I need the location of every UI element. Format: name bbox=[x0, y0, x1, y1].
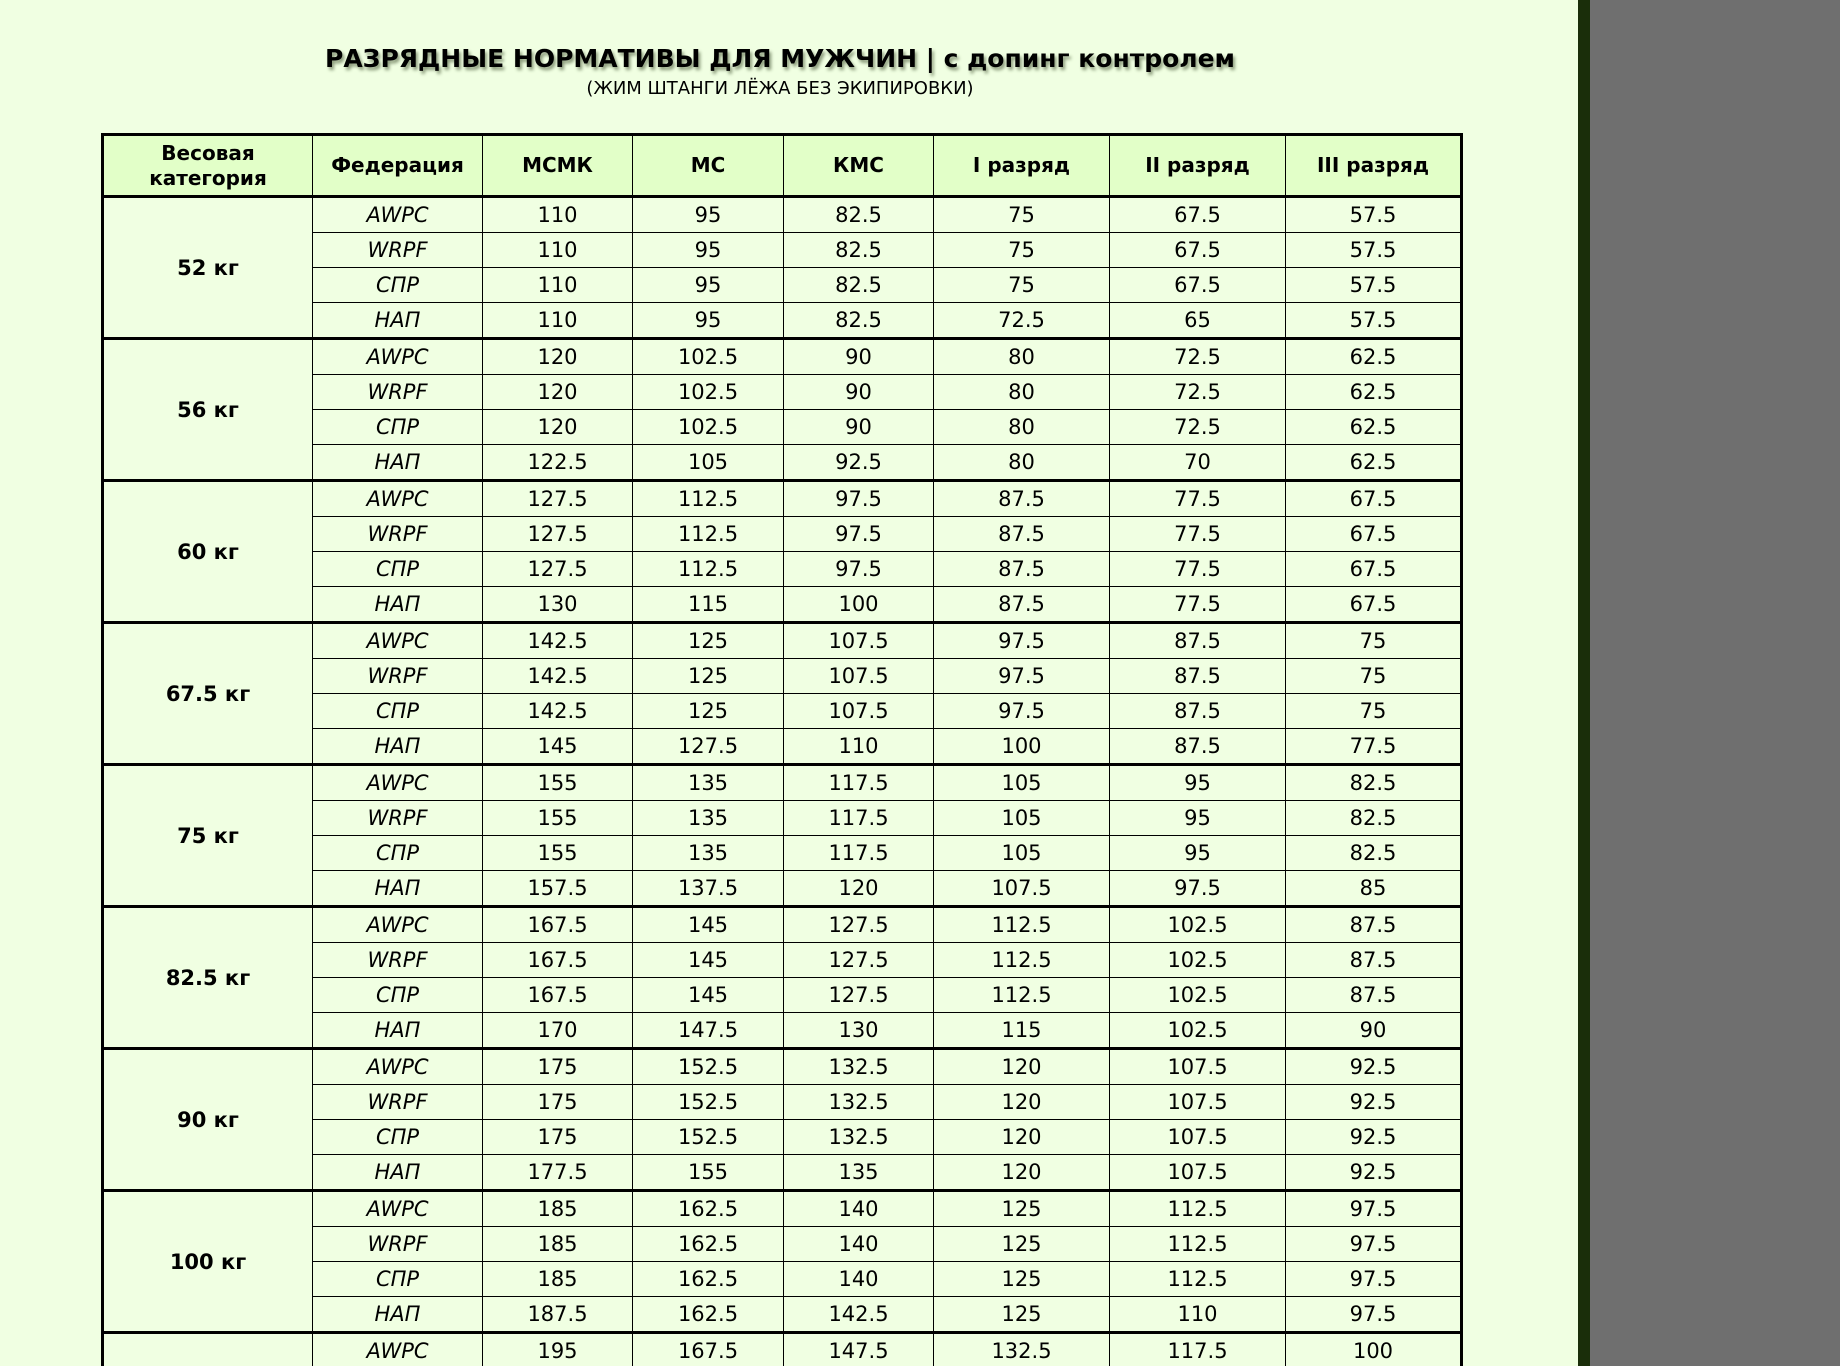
standard-value-cell-msmk: 142.5 bbox=[483, 659, 633, 694]
standard-value-cell-kms: 97.5 bbox=[784, 481, 934, 517]
standard-value-cell-rank-2: 102.5 bbox=[1110, 943, 1286, 978]
table-row bbox=[103, 1333, 1462, 1366]
table-row bbox=[103, 623, 1462, 659]
standard-value-cell-rank-2: 107.5 bbox=[1110, 1120, 1286, 1155]
federation-cell: WRPF bbox=[313, 1227, 483, 1262]
standard-value-cell-ms: 137.5 bbox=[633, 871, 784, 907]
standard-value-cell-ms: 95 bbox=[633, 233, 784, 268]
standard-value-cell-msmk: 130 bbox=[483, 587, 633, 623]
standard-value-cell-ms: 112.5 bbox=[633, 552, 784, 587]
standard-value-cell-ms: 162.5 bbox=[633, 1297, 784, 1333]
standard-value-cell-rank-1: 97.5 bbox=[934, 623, 1110, 659]
standard-value-cell-rank-3: 87.5 bbox=[1286, 943, 1462, 978]
standard-value-cell-rank-1: 132.5 bbox=[934, 1333, 1110, 1366]
standard-value-cell-msmk: 110 bbox=[483, 303, 633, 339]
federation-cell: НАП bbox=[313, 1155, 483, 1191]
standard-value-cell-kms: 97.5 bbox=[784, 552, 934, 587]
standard-value-cell-rank-3: 67.5 bbox=[1286, 481, 1462, 517]
page-border-stripe bbox=[1578, 0, 1590, 1366]
standard-value-cell-msmk: 175 bbox=[483, 1120, 633, 1155]
federation-cell: НАП bbox=[313, 871, 483, 907]
standard-value-cell-kms: 117.5 bbox=[784, 801, 934, 836]
standard-value-cell-rank-1: 87.5 bbox=[934, 481, 1110, 517]
standard-value-cell-rank-1: 87.5 bbox=[934, 517, 1110, 552]
column-header-kms: КМС bbox=[784, 135, 934, 197]
standard-value-cell-rank-2: 70 bbox=[1110, 445, 1286, 481]
standard-value-cell-kms: 90 bbox=[784, 410, 934, 445]
column-header-msmk: МСМК bbox=[483, 135, 633, 197]
standard-value-cell-rank-2: 67.5 bbox=[1110, 233, 1286, 268]
standard-value-cell-rank-2: 72.5 bbox=[1110, 410, 1286, 445]
standard-value-cell-kms: 130 bbox=[784, 1013, 934, 1049]
standard-value-cell-rank-3: 90 bbox=[1286, 1013, 1462, 1049]
standard-value-cell-rank-1: 120 bbox=[934, 1155, 1110, 1191]
standard-value-cell-rank-3: 82.5 bbox=[1286, 765, 1462, 801]
federation-cell: НАП bbox=[313, 445, 483, 481]
standard-value-cell-rank-3: 92.5 bbox=[1286, 1049, 1462, 1085]
standard-value-cell-msmk: 110 bbox=[483, 233, 633, 268]
standard-value-cell-ms: 125 bbox=[633, 623, 784, 659]
standard-value-cell-rank-3: 62.5 bbox=[1286, 339, 1462, 375]
standard-value-cell-rank-3: 97.5 bbox=[1286, 1262, 1462, 1297]
standard-value-cell-rank-2: 112.5 bbox=[1110, 1191, 1286, 1227]
standard-value-cell-rank-3: 57.5 bbox=[1286, 197, 1462, 233]
federation-cell: AWPC bbox=[313, 1333, 483, 1366]
table-row bbox=[103, 481, 1462, 517]
standard-value-cell-rank-1: 87.5 bbox=[934, 552, 1110, 587]
federation-cell: AWPC bbox=[313, 765, 483, 801]
standard-value-cell-kms: 117.5 bbox=[784, 836, 934, 871]
standard-value-cell-rank-2: 102.5 bbox=[1110, 978, 1286, 1013]
standard-value-cell-ms: 145 bbox=[633, 943, 784, 978]
standard-value-cell-msmk: 127.5 bbox=[483, 481, 633, 517]
standard-value-cell-rank-1: 97.5 bbox=[934, 694, 1110, 729]
standard-value-cell-rank-2: 77.5 bbox=[1110, 587, 1286, 623]
standard-value-cell-rank-2: 107.5 bbox=[1110, 1085, 1286, 1120]
standard-value-cell-rank-3: 82.5 bbox=[1286, 836, 1462, 871]
standard-value-cell-ms: 145 bbox=[633, 978, 784, 1013]
standard-value-cell-rank-3: 62.5 bbox=[1286, 445, 1462, 481]
standard-value-cell-kms: 110 bbox=[784, 729, 934, 765]
weight-category-cell: 75 кг bbox=[103, 765, 313, 907]
federation-cell: СПР bbox=[313, 1120, 483, 1155]
weight-category-cell: 60 кг bbox=[103, 481, 313, 623]
standard-value-cell-rank-1: 80 bbox=[934, 445, 1110, 481]
weight-category-cell: 56 кг bbox=[103, 339, 313, 481]
standard-value-cell-kms: 127.5 bbox=[784, 907, 934, 943]
federation-cell: AWPC bbox=[313, 197, 483, 233]
standard-value-cell-kms: 107.5 bbox=[784, 694, 934, 729]
standard-value-cell-ms: 152.5 bbox=[633, 1120, 784, 1155]
standard-value-cell-rank-2: 110 bbox=[1110, 1297, 1286, 1333]
weight-category-cell: 100 кг bbox=[103, 1191, 313, 1333]
standard-value-cell-rank-2: 67.5 bbox=[1110, 197, 1286, 233]
standard-value-cell-msmk: 167.5 bbox=[483, 978, 633, 1013]
standard-value-cell-rank-1: 105 bbox=[934, 765, 1110, 801]
standard-value-cell-rank-3: 97.5 bbox=[1286, 1297, 1462, 1333]
standard-value-cell-msmk: 185 bbox=[483, 1262, 633, 1297]
standard-value-cell-rank-3: 62.5 bbox=[1286, 375, 1462, 410]
column-header-rank-2: II разряд bbox=[1110, 135, 1286, 197]
standard-value-cell-rank-1: 80 bbox=[934, 375, 1110, 410]
standard-value-cell-msmk: 177.5 bbox=[483, 1155, 633, 1191]
standard-value-cell-rank-1: 112.5 bbox=[934, 907, 1110, 943]
standard-value-cell-kms: 132.5 bbox=[784, 1049, 934, 1085]
standard-value-cell-rank-1: 80 bbox=[934, 410, 1110, 445]
standard-value-cell-kms: 140 bbox=[784, 1191, 934, 1227]
standard-value-cell-rank-3: 67.5 bbox=[1286, 587, 1462, 623]
standard-value-cell-rank-3: 100 bbox=[1286, 1333, 1462, 1366]
standard-value-cell-ms: 162.5 bbox=[633, 1191, 784, 1227]
table-row bbox=[103, 197, 1462, 233]
standard-value-cell-rank-2: 112.5 bbox=[1110, 1227, 1286, 1262]
standard-value-cell-rank-1: 97.5 bbox=[934, 659, 1110, 694]
standard-value-cell-rank-2: 72.5 bbox=[1110, 375, 1286, 410]
federation-cell: НАП bbox=[313, 1297, 483, 1333]
standard-value-cell-kms: 127.5 bbox=[784, 943, 934, 978]
standard-value-cell-msmk: 175 bbox=[483, 1049, 633, 1085]
standard-value-cell-ms: 127.5 bbox=[633, 729, 784, 765]
standard-value-cell-rank-3: 92.5 bbox=[1286, 1120, 1462, 1155]
standard-value-cell-rank-1: 72.5 bbox=[934, 303, 1110, 339]
table-row bbox=[103, 1191, 1462, 1227]
federation-cell: AWPC bbox=[313, 1191, 483, 1227]
standards-table bbox=[101, 133, 1463, 1366]
standard-value-cell-ms: 115 bbox=[633, 587, 784, 623]
standard-value-cell-rank-2: 95 bbox=[1110, 765, 1286, 801]
standard-value-cell-rank-1: 112.5 bbox=[934, 943, 1110, 978]
federation-cell: WRPF bbox=[313, 801, 483, 836]
standard-value-cell-kms: 127.5 bbox=[784, 978, 934, 1013]
standard-value-cell-rank-2: 117.5 bbox=[1110, 1333, 1286, 1366]
federation-cell: СПР bbox=[313, 268, 483, 303]
federation-cell: WRPF bbox=[313, 943, 483, 978]
page-title: РАЗРЯДНЫЕ НОРМАТИВЫ ДЛЯ МУЖЧИН | с допинг контролем bbox=[325, 44, 1235, 73]
standard-value-cell-rank-2: 87.5 bbox=[1110, 623, 1286, 659]
table-header-row bbox=[103, 135, 1462, 197]
standard-value-cell-rank-1: 75 bbox=[934, 233, 1110, 268]
federation-cell: AWPC bbox=[313, 1049, 483, 1085]
standard-value-cell-rank-3: 85 bbox=[1286, 871, 1462, 907]
standard-value-cell-ms: 102.5 bbox=[633, 375, 784, 410]
standard-value-cell-rank-2: 77.5 bbox=[1110, 552, 1286, 587]
standard-value-cell-rank-2: 102.5 bbox=[1110, 1013, 1286, 1049]
column-header-rank-3: III разряд bbox=[1286, 135, 1462, 197]
federation-cell: СПР bbox=[313, 1262, 483, 1297]
weight-category-cell bbox=[103, 1333, 313, 1366]
standard-value-cell-rank-1: 125 bbox=[934, 1297, 1110, 1333]
page-subtitle: (ЖИМ ШТАНГИ ЛЁЖА БЕЗ ЭКИПИРОВКИ) bbox=[586, 78, 974, 99]
standard-value-cell-msmk: 120 bbox=[483, 375, 633, 410]
standard-value-cell-msmk: 155 bbox=[483, 765, 633, 801]
standard-value-cell-rank-2: 65 bbox=[1110, 303, 1286, 339]
standard-value-cell-rank-1: 125 bbox=[934, 1262, 1110, 1297]
column-header-rank-1: I разряд bbox=[934, 135, 1110, 197]
standard-value-cell-rank-1: 120 bbox=[934, 1085, 1110, 1120]
standard-value-cell-rank-2: 107.5 bbox=[1110, 1155, 1286, 1191]
federation-cell: НАП bbox=[313, 1013, 483, 1049]
table-row bbox=[103, 765, 1462, 801]
column-header-federation: Федерация bbox=[313, 135, 483, 197]
federation-cell: СПР bbox=[313, 694, 483, 729]
standard-value-cell-ms: 155 bbox=[633, 1155, 784, 1191]
standard-value-cell-rank-3: 97.5 bbox=[1286, 1227, 1462, 1262]
standard-value-cell-rank-2: 77.5 bbox=[1110, 517, 1286, 552]
standard-value-cell-msmk: 145 bbox=[483, 729, 633, 765]
standard-value-cell-rank-2: 77.5 bbox=[1110, 481, 1286, 517]
standard-value-cell-ms: 135 bbox=[633, 836, 784, 871]
federation-cell: НАП bbox=[313, 303, 483, 339]
standard-value-cell-ms: 112.5 bbox=[633, 481, 784, 517]
standard-value-cell-rank-2: 97.5 bbox=[1110, 871, 1286, 907]
standard-value-cell-msmk: 122.5 bbox=[483, 445, 633, 481]
standard-value-cell-kms: 90 bbox=[784, 375, 934, 410]
federation-cell: WRPF bbox=[313, 233, 483, 268]
standard-value-cell-rank-2: 87.5 bbox=[1110, 729, 1286, 765]
standard-value-cell-msmk: 142.5 bbox=[483, 694, 633, 729]
standard-value-cell-rank-3: 62.5 bbox=[1286, 410, 1462, 445]
standard-value-cell-ms: 145 bbox=[633, 907, 784, 943]
standard-value-cell-kms: 132.5 bbox=[784, 1120, 934, 1155]
standard-value-cell-rank-2: 95 bbox=[1110, 801, 1286, 836]
standard-value-cell-kms: 140 bbox=[784, 1227, 934, 1262]
standard-value-cell-ms: 95 bbox=[633, 268, 784, 303]
federation-cell: WRPF bbox=[313, 659, 483, 694]
federation-cell: AWPC bbox=[313, 907, 483, 943]
standard-value-cell-rank-1: 80 bbox=[934, 339, 1110, 375]
standard-value-cell-ms: 125 bbox=[633, 659, 784, 694]
standard-value-cell-rank-2: 107.5 bbox=[1110, 1049, 1286, 1085]
standard-value-cell-ms: 147.5 bbox=[633, 1013, 784, 1049]
federation-cell: НАП bbox=[313, 729, 483, 765]
standard-value-cell-kms: 132.5 bbox=[784, 1085, 934, 1120]
standard-value-cell-rank-1: 120 bbox=[934, 1120, 1110, 1155]
standard-value-cell-msmk: 187.5 bbox=[483, 1297, 633, 1333]
standard-value-cell-ms: 95 bbox=[633, 197, 784, 233]
standard-value-cell-rank-1: 105 bbox=[934, 836, 1110, 871]
standard-value-cell-ms: 167.5 bbox=[633, 1333, 784, 1366]
federation-cell: СПР bbox=[313, 552, 483, 587]
standard-value-cell-msmk: 195 bbox=[483, 1333, 633, 1366]
standard-value-cell-msmk: 167.5 bbox=[483, 943, 633, 978]
standard-value-cell-kms: 100 bbox=[784, 587, 934, 623]
standard-value-cell-rank-1: 75 bbox=[934, 268, 1110, 303]
standard-value-cell-kms: 135 bbox=[784, 1155, 934, 1191]
standard-value-cell-rank-3: 57.5 bbox=[1286, 268, 1462, 303]
standard-value-cell-rank-3: 82.5 bbox=[1286, 801, 1462, 836]
standard-value-cell-rank-3: 97.5 bbox=[1286, 1191, 1462, 1227]
standard-value-cell-rank-1: 125 bbox=[934, 1191, 1110, 1227]
standard-value-cell-msmk: 110 bbox=[483, 197, 633, 233]
standard-value-cell-rank-3: 75 bbox=[1286, 623, 1462, 659]
federation-cell: СПР bbox=[313, 978, 483, 1013]
standard-value-cell-rank-1: 115 bbox=[934, 1013, 1110, 1049]
standard-value-cell-rank-3: 77.5 bbox=[1286, 729, 1462, 765]
standard-value-cell-ms: 102.5 bbox=[633, 339, 784, 375]
standard-value-cell-msmk: 167.5 bbox=[483, 907, 633, 943]
federation-cell: WRPF bbox=[313, 1085, 483, 1120]
standard-value-cell-msmk: 185 bbox=[483, 1191, 633, 1227]
standard-value-cell-rank-2: 112.5 bbox=[1110, 1262, 1286, 1297]
standard-value-cell-kms: 90 bbox=[784, 339, 934, 375]
standard-value-cell-msmk: 127.5 bbox=[483, 517, 633, 552]
standard-value-cell-ms: 162.5 bbox=[633, 1262, 784, 1297]
weight-category-cell: 90 кг bbox=[103, 1049, 313, 1191]
standard-value-cell-kms: 92.5 bbox=[784, 445, 934, 481]
standard-value-cell-ms: 135 bbox=[633, 765, 784, 801]
standard-value-cell-kms: 120 bbox=[784, 871, 934, 907]
standard-value-cell-rank-3: 92.5 bbox=[1286, 1085, 1462, 1120]
standard-value-cell-msmk: 170 bbox=[483, 1013, 633, 1049]
weight-category-cell: 67.5 кг bbox=[103, 623, 313, 765]
standard-value-cell-ms: 135 bbox=[633, 801, 784, 836]
standard-value-cell-kms: 142.5 bbox=[784, 1297, 934, 1333]
federation-cell: AWPC bbox=[313, 339, 483, 375]
standard-value-cell-rank-3: 87.5 bbox=[1286, 907, 1462, 943]
standard-value-cell-msmk: 155 bbox=[483, 801, 633, 836]
standard-value-cell-rank-3: 67.5 bbox=[1286, 552, 1462, 587]
standard-value-cell-msmk: 155 bbox=[483, 836, 633, 871]
federation-cell: WRPF bbox=[313, 517, 483, 552]
standard-value-cell-ms: 152.5 bbox=[633, 1085, 784, 1120]
standard-value-cell-rank-1: 105 bbox=[934, 801, 1110, 836]
standard-value-cell-ms: 95 bbox=[633, 303, 784, 339]
table-row bbox=[103, 1049, 1462, 1085]
standard-value-cell-kms: 147.5 bbox=[784, 1333, 934, 1366]
standard-value-cell-rank-3: 75 bbox=[1286, 659, 1462, 694]
standard-value-cell-ms: 125 bbox=[633, 694, 784, 729]
federation-cell: AWPC bbox=[313, 481, 483, 517]
standard-value-cell-rank-3: 57.5 bbox=[1286, 303, 1462, 339]
standard-value-cell-kms: 82.5 bbox=[784, 303, 934, 339]
standard-value-cell-kms: 97.5 bbox=[784, 517, 934, 552]
standard-value-cell-kms: 107.5 bbox=[784, 659, 934, 694]
table-row bbox=[103, 339, 1462, 375]
standard-value-cell-rank-2: 95 bbox=[1110, 836, 1286, 871]
standard-value-cell-kms: 82.5 bbox=[784, 197, 934, 233]
standard-value-cell-rank-1: 75 bbox=[934, 197, 1110, 233]
standard-value-cell-msmk: 127.5 bbox=[483, 552, 633, 587]
standard-value-cell-kms: 82.5 bbox=[784, 233, 934, 268]
standard-value-cell-rank-2: 87.5 bbox=[1110, 659, 1286, 694]
standard-value-cell-rank-3: 57.5 bbox=[1286, 233, 1462, 268]
weight-category-cell: 82.5 кг bbox=[103, 907, 313, 1049]
column-header-weight-category: Весовая категория bbox=[103, 135, 313, 197]
standard-value-cell-rank-2: 67.5 bbox=[1110, 268, 1286, 303]
standard-value-cell-rank-1: 120 bbox=[934, 1049, 1110, 1085]
standard-value-cell-kms: 82.5 bbox=[784, 268, 934, 303]
standard-value-cell-kms: 117.5 bbox=[784, 765, 934, 801]
standard-value-cell-kms: 140 bbox=[784, 1262, 934, 1297]
federation-cell: СПР bbox=[313, 410, 483, 445]
standard-value-cell-kms: 107.5 bbox=[784, 623, 934, 659]
standard-value-cell-ms: 112.5 bbox=[633, 517, 784, 552]
federation-cell: НАП bbox=[313, 587, 483, 623]
standard-value-cell-ms: 102.5 bbox=[633, 410, 784, 445]
standard-value-cell-msmk: 142.5 bbox=[483, 623, 633, 659]
standard-value-cell-ms: 152.5 bbox=[633, 1049, 784, 1085]
standard-value-cell-ms: 105 bbox=[633, 445, 784, 481]
standard-value-cell-msmk: 120 bbox=[483, 339, 633, 375]
standard-value-cell-rank-2: 102.5 bbox=[1110, 907, 1286, 943]
standard-value-cell-rank-3: 92.5 bbox=[1286, 1155, 1462, 1191]
standard-value-cell-rank-3: 67.5 bbox=[1286, 517, 1462, 552]
federation-cell: СПР bbox=[313, 836, 483, 871]
standard-value-cell-msmk: 110 bbox=[483, 268, 633, 303]
table-row bbox=[103, 907, 1462, 943]
standard-value-cell-rank-1: 112.5 bbox=[934, 978, 1110, 1013]
standard-value-cell-msmk: 185 bbox=[483, 1227, 633, 1262]
standard-value-cell-msmk: 120 bbox=[483, 410, 633, 445]
standard-value-cell-rank-1: 87.5 bbox=[934, 587, 1110, 623]
standard-value-cell-rank-1: 107.5 bbox=[934, 871, 1110, 907]
standard-value-cell-rank-1: 100 bbox=[934, 729, 1110, 765]
column-header-ms: МС bbox=[633, 135, 784, 197]
federation-cell: AWPC bbox=[313, 623, 483, 659]
standard-value-cell-rank-3: 87.5 bbox=[1286, 978, 1462, 1013]
standard-value-cell-msmk: 157.5 bbox=[483, 871, 633, 907]
weight-category-cell: 52 кг bbox=[103, 197, 313, 339]
standard-value-cell-rank-2: 87.5 bbox=[1110, 694, 1286, 729]
standard-value-cell-rank-2: 72.5 bbox=[1110, 339, 1286, 375]
standard-value-cell-ms: 162.5 bbox=[633, 1227, 784, 1262]
federation-cell: WRPF bbox=[313, 375, 483, 410]
standard-value-cell-rank-1: 125 bbox=[934, 1227, 1110, 1262]
standard-value-cell-msmk: 175 bbox=[483, 1085, 633, 1120]
standard-value-cell-rank-3: 75 bbox=[1286, 694, 1462, 729]
